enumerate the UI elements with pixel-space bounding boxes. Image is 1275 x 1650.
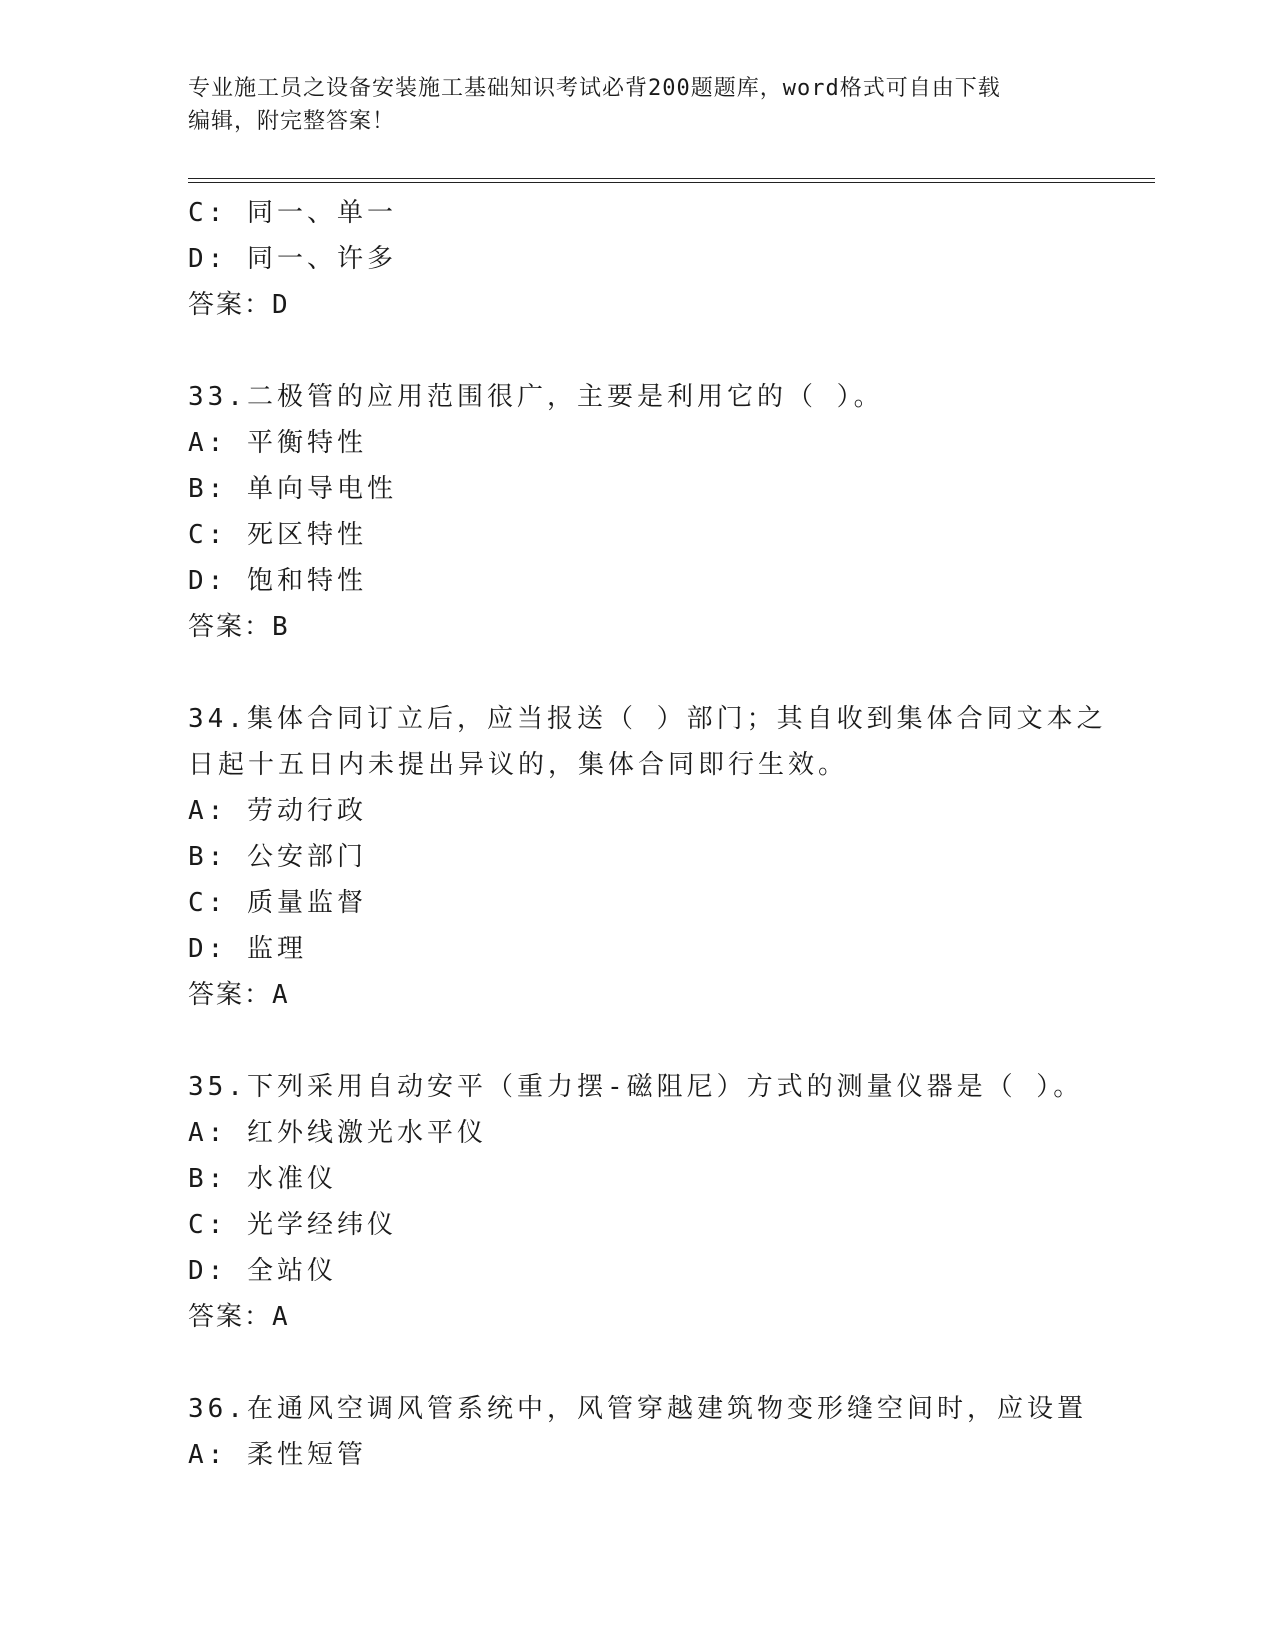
spacer: [188, 1018, 1088, 1064]
question-stem-line1: 34.集体合同订立后，应当报送（ ）部门；其自收到集体合同文本之: [188, 704, 1107, 734]
question-stem-line2: 日起十五日内未提出异议的，集体合同即行生效。: [188, 750, 849, 780]
document-header: [188, 72, 1068, 138]
answer-label: 答案：: [188, 1302, 273, 1332]
answer-line: [188, 972, 1088, 1018]
header-divider: [188, 178, 1155, 183]
answer-line: [188, 1294, 1088, 1340]
option-d: D: 全站仪: [188, 1256, 337, 1286]
question-stem: 36.在通风空调风管系统中，风管穿越建筑物变形缝空间时，应设置: [188, 1394, 1087, 1424]
option-d: D: 饱和特性: [188, 566, 367, 596]
option-b: B: 单向导电性: [188, 474, 397, 504]
question-list: [188, 190, 1107, 1478]
option-a: A: 红外线激光水平仪: [188, 1118, 487, 1148]
option-c: C: 质量监督: [188, 888, 367, 918]
question-32-tail: [188, 190, 1088, 328]
spacer: [188, 328, 1088, 374]
answer-value: D: [272, 290, 290, 320]
answer-value: B: [272, 612, 290, 642]
spacer: [188, 1340, 1088, 1386]
question-stem: 35.下列采用自动安平（重力摆-磁阻尼）方式的测量仪器是（ ）。: [188, 1072, 1084, 1102]
option-d: D: 同一、许多: [188, 244, 397, 274]
answer-label: 答案：: [188, 980, 273, 1010]
question-34: [188, 696, 1107, 1018]
option-c: C: 死区特性: [188, 520, 367, 550]
option-c: C: 光学经纬仪: [188, 1210, 397, 1240]
option-a: A: 劳动行政: [188, 796, 367, 826]
answer-line: [188, 282, 1088, 328]
answer-line: [188, 604, 1088, 650]
question-stem: 33.二极管的应用范围很广，主要是利用它的（ ）。: [188, 382, 884, 412]
question-36: [188, 1386, 1088, 1478]
header-title-line1: 专业施工员之设备安装施工基础知识考试必背200题题库，word格式可自由下载: [188, 76, 1001, 101]
option-d: D: 监理: [188, 934, 307, 964]
question-35: [188, 1064, 1088, 1340]
header-title-line2: 编辑，附完整答案！: [188, 109, 396, 134]
question-33: [188, 374, 1088, 650]
option-a: A: 平衡特性: [188, 428, 367, 458]
answer-label: 答案：: [188, 612, 273, 642]
option-c: C: 同一、单一: [188, 198, 397, 228]
answer-value: A: [272, 1302, 290, 1332]
spacer: [188, 650, 1088, 696]
option-b: B: 水准仪: [188, 1164, 337, 1194]
answer-value: A: [272, 980, 290, 1010]
option-b: B: 公安部门: [188, 842, 367, 872]
option-a: A: 柔性短管: [188, 1440, 367, 1470]
answer-label: 答案：: [188, 290, 273, 320]
